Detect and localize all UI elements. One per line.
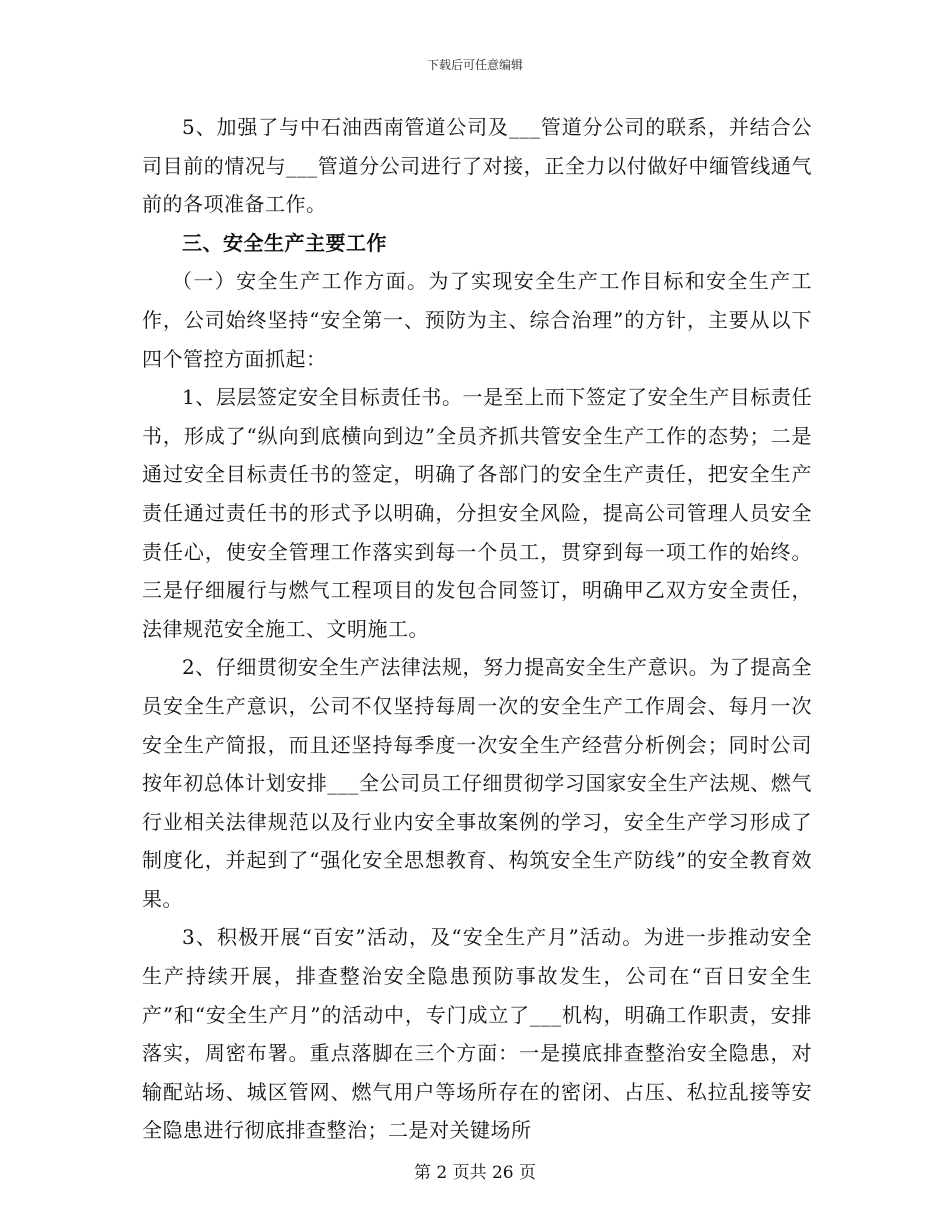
section-heading: 三、安全生产主要工作 xyxy=(182,230,387,255)
paragraph-item-5: 5、加强了与中石油西南管道公司及___管道分公司的联系，并结合公司目前的情况与___管道分公司进行了对接，正全力以付做好中缅管线通气前的各项准备工作。 xyxy=(142,115,812,217)
paragraph-item-2: 2、仔细贯彻安全生产法律法规，努力提高安全生产意识。为了提高全员安全生产意识，公司不仅坚持每周一次的安全生产工作周会、每月一次安全生产简报，而且还坚持每季度一次安全生产经营分析例会；同时公司按年初总体计划安排___全公司员工仔细贯彻学习国家安全生产法规、燃气行业相关法律规范以及行业内安全事故案例的学习，安全生产学习形成了制度化，并起到了“强化安全思想教育、构筑安全生产防线”的安全教育效果。 xyxy=(142,655,812,911)
paragraph-subsection-1: （一）安全生产工作方面。为了实现安全生产工作目标和安全生产工作，公司始终坚持“安全第一、预防为主、综合治理”的方针，主要从以下四个管控方面抓起： xyxy=(142,269,812,371)
page-footer: 第 2 页共 26 页 xyxy=(413,1163,537,1183)
paragraph-item-1: 1、层层签定安全目标责任书。一是至上而下签定了安全生产目标责任书，形成了“纵向到底横向到边”全员齐抓共管安全生产工作的态势；二是通过安全目标责任书的签定，明确了各部门的安全生产责任，把安全生产责任通过责任书的形式予以明确，分担安全风险，提高公司管理人员安全责任心，使安全管理工作落实到每一个员工，贯穿到每一项工作的始终。三是仔细履行与燃气工程项目的发包合同签订，明确甲乙双方安全责任，法律规范安全施工、文明施工。 xyxy=(142,385,812,641)
page-header: 下载后可任意编辑 xyxy=(426,58,523,72)
document-body xyxy=(142,108,812,1150)
paragraph-item-3: 3、积极开展“百安”活动，及“安全生产月”活动。为进一步推动安全生产持续开展，排查整治安全隐患预防事故发生，公司在“百日安全生产”和“安全生产月”的活动中，专门成立了___机构，明确工作职责，安排落实，周密布署。重点落脚在三个方面：一是摸底排查整治安全隐患，对输配站场、城区管网、燃气用户等场所存在的密闭、占压、私拉乱接等安全隐患进行彻底排查整治；二是对关键场所 xyxy=(142,925,812,1143)
